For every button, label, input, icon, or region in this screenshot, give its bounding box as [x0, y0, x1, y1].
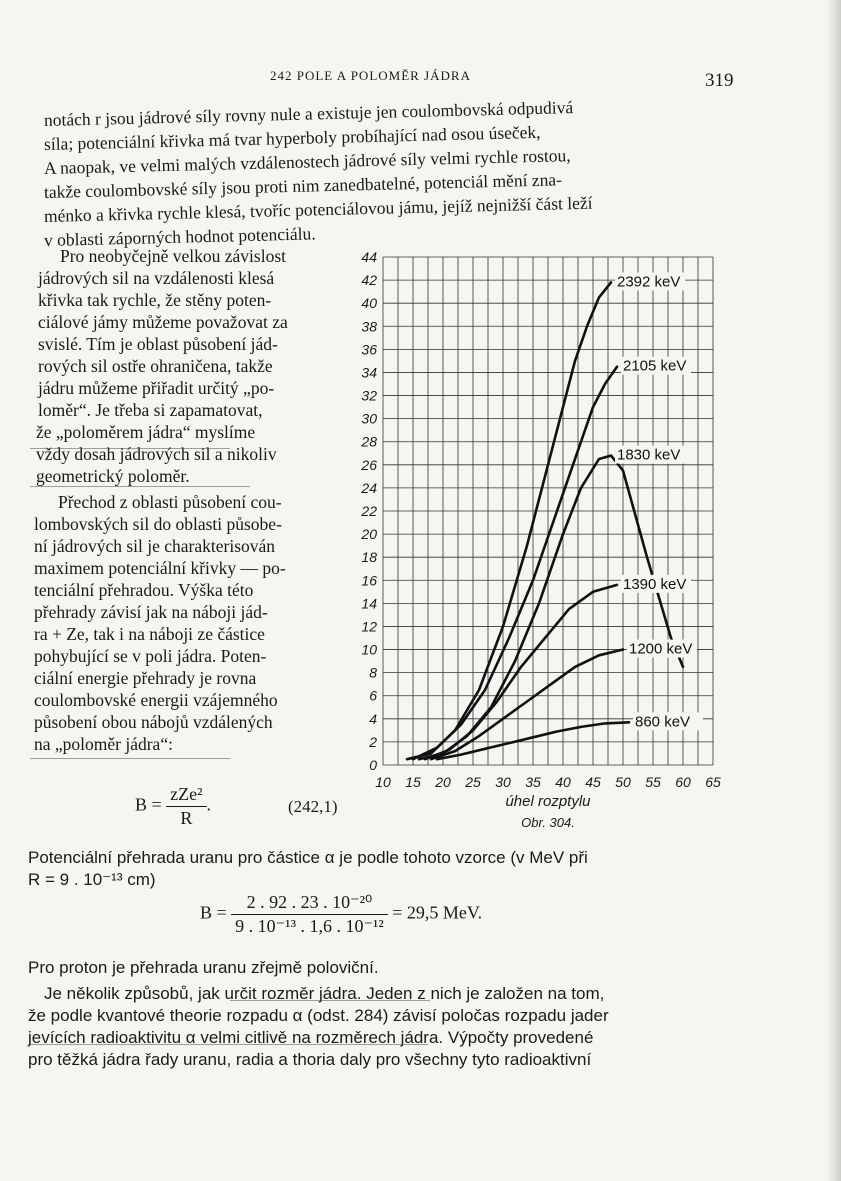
text-line: Je několik způsobů, jak určit rozměr jádra. Jeden z nich je založen na tom, — [44, 984, 605, 1003]
text-line: ra + Ze, tak i na náboji ze částice — [34, 624, 265, 644]
y-tick-label: 26 — [361, 456, 377, 473]
y-tick-label: 14 — [361, 595, 377, 612]
pencil-underline — [30, 448, 230, 449]
text-line: vždy dosah jádrových sil a nikoliv — [36, 444, 277, 464]
x-tick-label: 60 — [675, 774, 691, 790]
text-line: jevících radioaktivitu α velmi citlivě na rozměrech jádra. Výpočty provedené — [28, 1028, 594, 1047]
pencil-underline — [30, 486, 250, 487]
equation-fraction — [231, 892, 388, 937]
text-line: Potenciální přehrada uranu pro částice α je podle tohoto vzorce (v MeV při — [28, 848, 588, 867]
y-tick-label: 24 — [361, 479, 377, 496]
chart-svg — [355, 245, 735, 845]
equation-result: = 29,5 MeV. — [392, 902, 483, 923]
text-line: ciálové jámy můžeme považovat za — [38, 312, 288, 332]
y-tick-label: 18 — [361, 549, 377, 566]
equation-number: (242,1) — [288, 797, 338, 816]
text-line: rových sil ostře ohraničena, takže — [38, 356, 273, 376]
y-tick-label: 44 — [361, 249, 377, 265]
y-tick-label: 40 — [361, 295, 377, 312]
y-tick-label: 30 — [361, 410, 377, 427]
equation-numerator: 2 . 92 . 23 . 10⁻²⁰ — [231, 892, 388, 915]
series-label: 2392 keV — [617, 273, 681, 291]
equation-uranium-barrier — [200, 892, 482, 937]
text-line: ní jádrových sil je charakterisován — [34, 536, 276, 556]
text-line: loměr“. Je třeba si zapamatovat, — [38, 400, 263, 420]
text-line: že „poloměrem jádra“ myslíme — [36, 422, 256, 442]
text-line: svislé. Tím je oblast působení jád- — [38, 334, 278, 354]
text-line: Pro proton je přehrada uranu zřejmě poloviční. — [28, 958, 379, 977]
x-tick-label: 30 — [495, 774, 511, 790]
equation-denominator: R — [180, 808, 193, 828]
x-tick-label: 40 — [555, 774, 571, 790]
equation-denominator: 9 . 10⁻¹³ . 1,6 . 10⁻¹² — [235, 916, 384, 936]
text-line: tenciální přehradou. Výška této — [34, 580, 254, 600]
y-tick-label: 34 — [361, 364, 377, 381]
y-tick-label: 12 — [361, 618, 377, 635]
series-label: 1390 keV — [623, 575, 687, 593]
y-tick-label: 20 — [361, 526, 377, 543]
x-tick-label: 20 — [435, 774, 451, 790]
x-tick-label: 55 — [645, 774, 661, 790]
series-label: 860 keV — [635, 713, 691, 731]
text-line: síla; potenciální křivka má tvar hyperboly probíhající nad osou úseček, — [43, 121, 541, 154]
y-tick-label: 42 — [361, 272, 377, 289]
equation-242-1: B = $\frac{\text{zZe²}}{R}$ . — [135, 784, 212, 828]
series-label: 2105 keV — [623, 357, 687, 375]
text-line: Přechod z oblasti působení cou- — [58, 492, 282, 512]
text-line: lombovských sil do oblasti působe- — [34, 514, 282, 534]
text-line: že podle kvantové theorie rozpadu α (odst. 284) závisí poločas rozpadu jader — [28, 1006, 609, 1025]
x-tick-label: 10 — [375, 774, 391, 790]
text-line: takže coulombovské síly jsou proti nim zanedbatelné, potenciál mění zna- — [43, 169, 563, 202]
text-line: coulombovské energii vzájemného — [34, 690, 278, 710]
y-tick-label: 6 — [369, 687, 377, 704]
text-line: Pro neobyčejně velkou závislost — [60, 246, 286, 266]
pencil-underline — [30, 758, 230, 759]
y-tick-label: 16 — [361, 572, 377, 589]
figure-caption: Obr. 304. — [521, 815, 575, 830]
x-tick-label: 15 — [405, 774, 421, 790]
y-tick-label: 38 — [361, 318, 377, 335]
series-line — [413, 367, 617, 760]
text-line: působení obou nábojů vzdálených — [34, 712, 273, 732]
page-number: 319 — [705, 70, 734, 91]
running-header: 242 POLE A POLOMĚR JÁDRA — [270, 68, 471, 83]
text-line: A naopak, ve velmi malých vzdálenostech jádrové síly velmi rychle rostou, — [43, 145, 571, 178]
x-tick-label: 25 — [465, 774, 481, 790]
y-tick-label: 22 — [361, 503, 377, 519]
y-tick-label: 8 — [369, 664, 377, 681]
page-edge-shadow — [827, 0, 841, 1181]
y-tick-label: 4 — [369, 710, 377, 727]
y-tick-label: 0 — [369, 757, 377, 773]
text-line: jádrových sil na vzdálenosti klesá — [38, 268, 275, 288]
text-line: na „poloměr jádra“: — [34, 734, 173, 754]
text-line: křivka tak rychle, že stěny poten- — [38, 290, 272, 310]
text-line: v oblasti záporných hodnot potenciálu. — [43, 223, 316, 250]
text-line: geometrický poloměr. — [36, 466, 190, 486]
text-line: R = 9 . 10⁻¹³ cm) — [28, 870, 156, 889]
y-tick-label: 32 — [361, 387, 377, 404]
series-label: 1200 keV — [629, 640, 693, 658]
text-line: maximem potenciální křivky — po- — [34, 558, 286, 578]
equation-lhs: B = — [135, 794, 162, 815]
text-line: přehrady závisí jak na náboji jád- — [34, 602, 268, 622]
equation-fraction — [166, 784, 206, 829]
series-label: 1830 keV — [617, 446, 681, 464]
x-tick-label: 35 — [525, 774, 541, 790]
pencil-underline — [28, 1044, 428, 1045]
x-axis-label: úhel rozptylu — [505, 793, 591, 810]
x-tick-label: 45 — [585, 774, 601, 790]
text-line: notách r jsou jádrové síly rovny nule a existuje jen coulombovská odpudivá — [43, 97, 574, 130]
pencil-underline — [230, 1000, 430, 1001]
x-tick-label: 50 — [615, 774, 631, 790]
y-tick-label: 36 — [361, 341, 377, 358]
equation-numerator: zZe² — [166, 784, 206, 807]
y-tick-label: 2 — [369, 733, 377, 750]
scattering-chart — [355, 245, 735, 845]
text-line: pro těžká jádra řady uranu, radia a thoria daly pro všechny tyto radioaktivní — [28, 1050, 592, 1069]
y-tick-label: 10 — [361, 641, 377, 658]
equation-lhs: B = — [200, 902, 227, 923]
text-line: ménko a křivka rychle klesá, tvoříc potenciálovou jámu, jejíž nejnižší část leží — [43, 192, 593, 226]
text-line: ciální energie přehrady je rovna — [34, 668, 257, 688]
x-tick-label: 65 — [705, 774, 721, 790]
text-line: pohybující se v poli jádra. Poten- — [34, 646, 267, 666]
y-tick-label: 28 — [361, 433, 377, 450]
text-line: jádru můžeme přiřadit určitý „po- — [38, 378, 275, 398]
series-line — [407, 282, 611, 759]
